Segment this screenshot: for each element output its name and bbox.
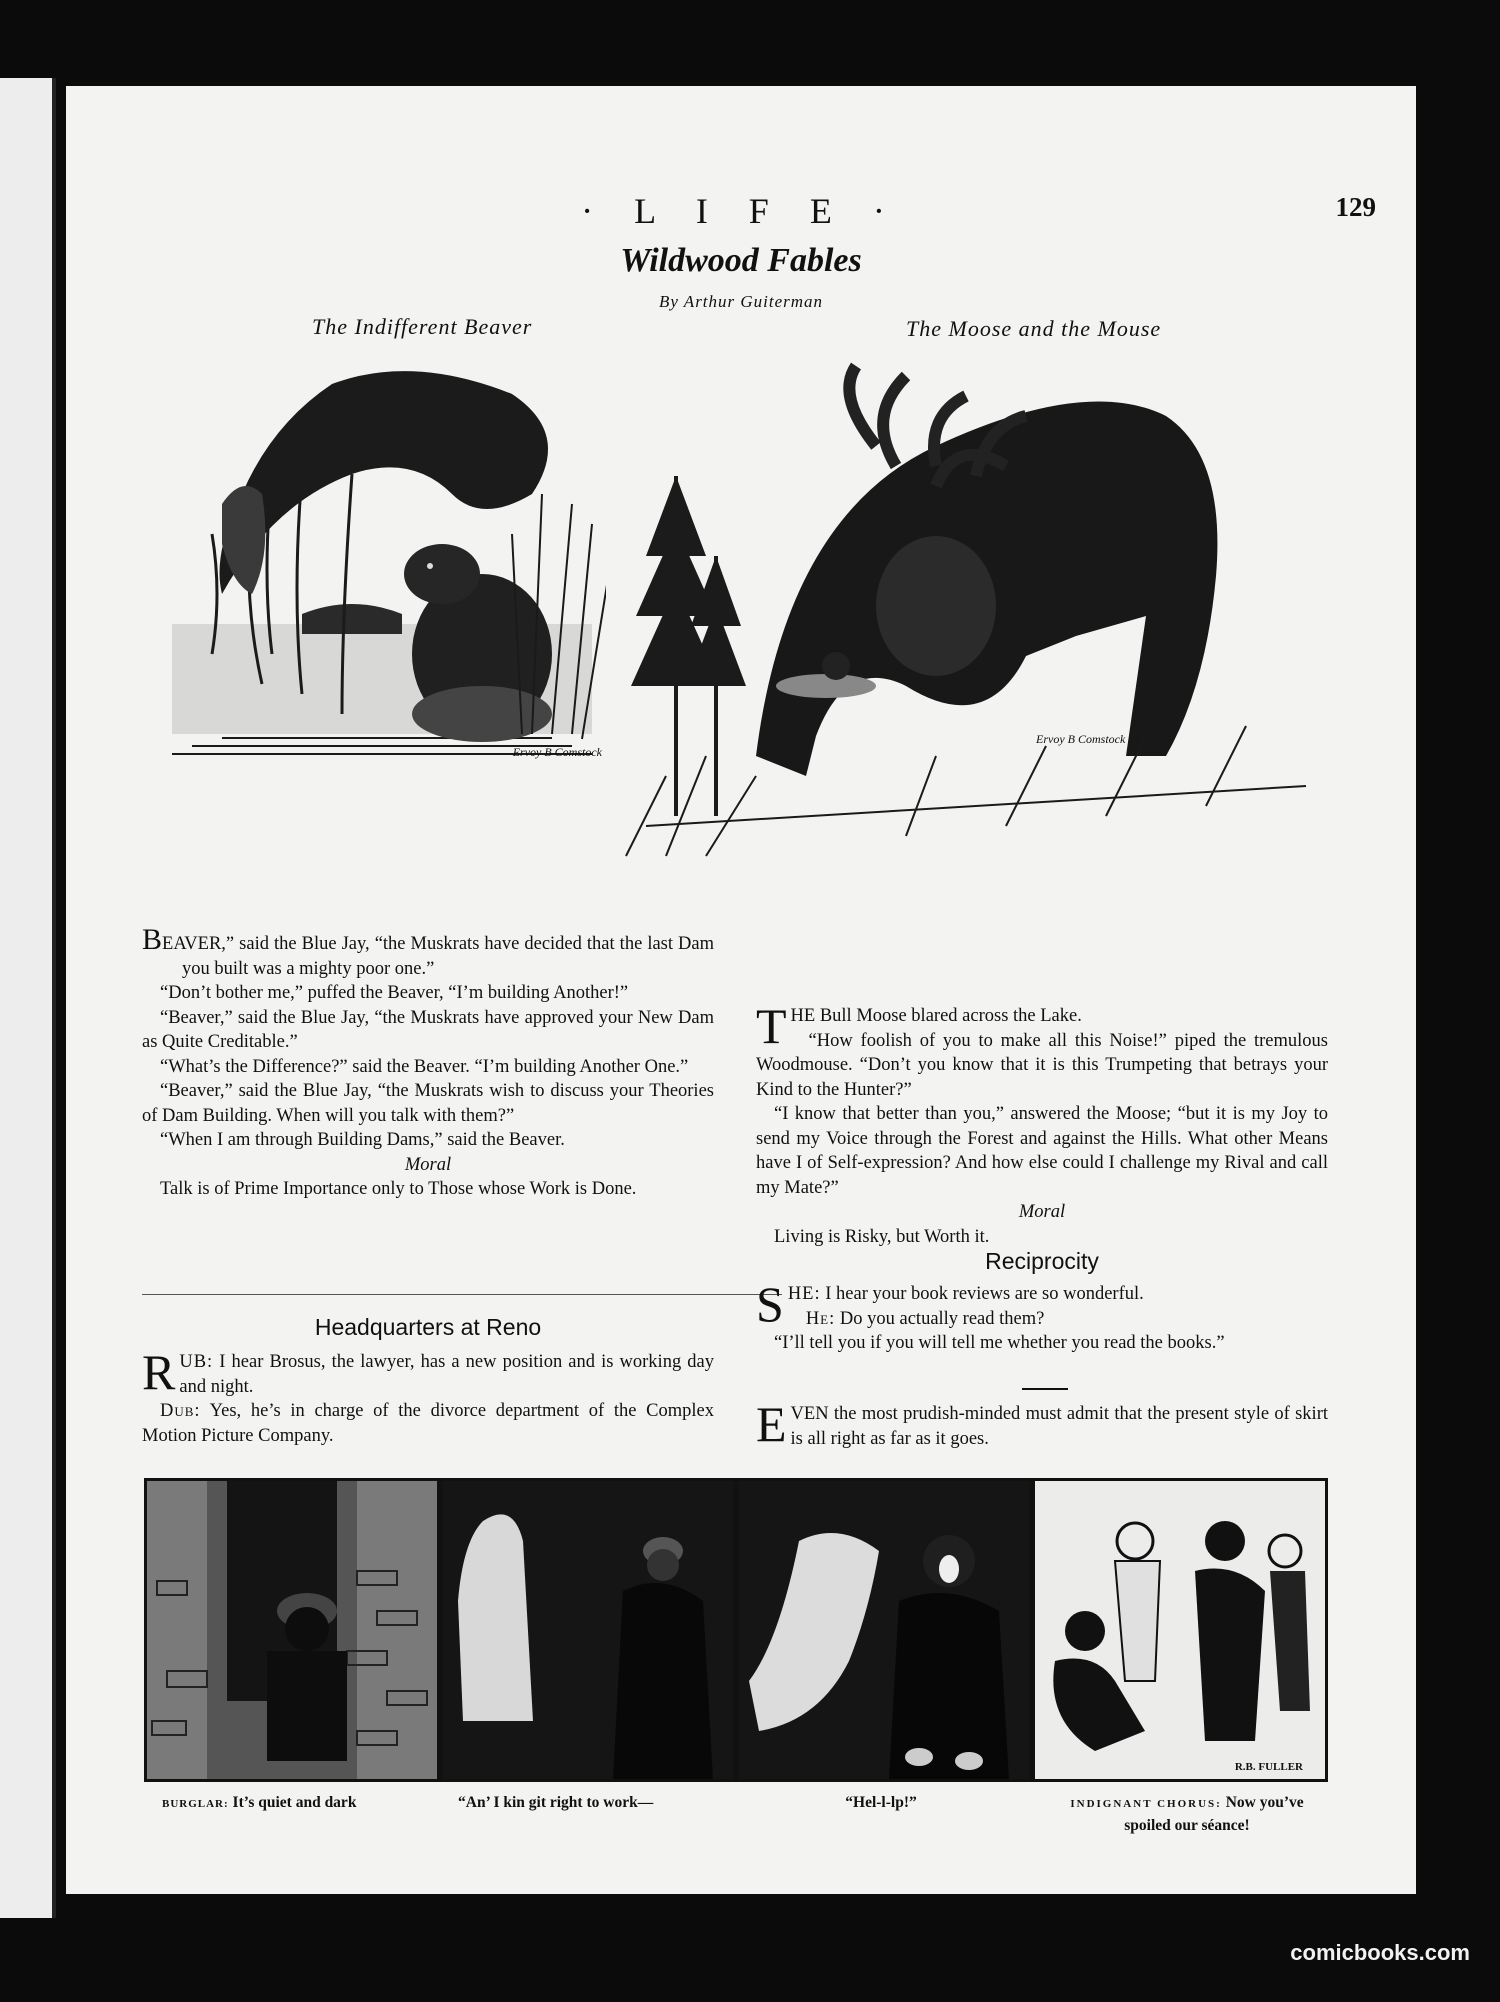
- page-number: 129: [1335, 192, 1376, 222]
- reciprocity-text: [756, 1276, 1328, 1356]
- reciprocity-line-3: “I’ll tell you if you will tell me whether you read the books.”: [774, 1333, 1225, 1353]
- comic-caption-text: “An’ I kin git right to work—: [458, 1794, 654, 1811]
- beaver-first-line: EAVER,” said the Blue Jay, “the Muskrats have decided that the last Dam you built was a mighty poor one.”: [162, 934, 714, 979]
- beaver-paragraph: “Don’t bother me,” puffed the Beaver, “I’m building Another!”: [160, 983, 629, 1003]
- moose-moral-label: Moral: [1018, 1202, 1066, 1222]
- moose-fable-text: [756, 998, 1328, 1249]
- comic-panel-4: [1032, 1478, 1328, 1782]
- moose-paragraph: “I know that better than you,” answered the Moose; “but it is my Joy to send my Voice through the Forest and against the Hills. What other Means have I of Self-expression? And how else could I challenge my Rival and call my Mate?”: [756, 1104, 1328, 1198]
- beaver-paragraph: “What’s the Difference?” said the Beaver. “I’m building Another One.”: [160, 1056, 689, 1077]
- comic-panel-3: [736, 1478, 1032, 1782]
- left-page-edge: [0, 78, 56, 1918]
- beaver-illustration: [152, 354, 622, 774]
- comic-caption-speaker: INDIGNANT CHORUS:: [1070, 1798, 1222, 1810]
- comic-caption-text: It’s quiet and dark: [232, 1794, 357, 1811]
- moose-first-line: HE Bull Moose blared across the Lake.: [790, 1006, 1082, 1026]
- beaver-illustration-signature: Ervoy B Comstock: [512, 745, 602, 759]
- section-title: Wildwood Fables: [620, 242, 862, 279]
- beaver-dropcap: B: [142, 923, 163, 956]
- comic-caption-4: [1058, 1792, 1316, 1836]
- section-divider: [1022, 1388, 1068, 1390]
- reciprocity-dropcap: S: [756, 1276, 784, 1332]
- moose-illustration-signature: Ervoy B Comstock: [1036, 732, 1126, 746]
- moose-paragraph: “How foolish of you to make all this Noise!” piped the tremulous Woodmouse. “Don’t you know that it is this Trumpeting that betrays your Kind to the Hunter?”: [756, 1030, 1328, 1100]
- masthead: · L I F E ·: [581, 191, 901, 231]
- reciprocity-line-2: Do you actually read them?: [839, 1308, 1045, 1329]
- byline: By Arthur Guiterman: [658, 292, 824, 311]
- reciprocity-line-1: I hear your book reviews are so wonderful.: [825, 1284, 1144, 1304]
- comic-caption-1: [162, 1792, 430, 1815]
- comic-panel-2: [440, 1478, 736, 1782]
- comic-caption-2: [458, 1792, 726, 1813]
- magazine-page: [66, 86, 1416, 1894]
- reno-dropcap: R: [142, 1344, 176, 1400]
- comic-caption-text: “Hel-l-lp!”: [845, 1794, 917, 1811]
- beaver-moral-label: Moral: [404, 1154, 452, 1175]
- comic-caption-text: Now you’ve spoiled our séance!: [1124, 1794, 1304, 1834]
- skirt-dropcap: E: [756, 1396, 787, 1452]
- reciprocity-speaker-1: HE:: [787, 1284, 821, 1304]
- reciprocity-speaker-2: He:: [805, 1308, 836, 1329]
- reno-text: [142, 1344, 714, 1448]
- beaver-paragraph: “Beaver,” said the Blue Jay, “the Muskrats have approved your New Dam as Quite Creditable.”: [142, 1007, 714, 1052]
- comic-caption-3: [736, 1792, 1026, 1813]
- skirt-line: VEN the most prudish-minded must admit that the present style of skirt is all right as far as it goes.: [790, 1404, 1328, 1449]
- reno-line-1: I hear Brosus, the lawyer, has a new position and is working day and night.: [179, 1352, 714, 1397]
- comic-signature: R.B. FULLER: [1234, 1761, 1303, 1773]
- fable-title-moose: The Moose and the Mouse: [906, 316, 1162, 341]
- skirt-text: [756, 1396, 1328, 1452]
- beaver-paragraph: “When I am through Building Dams,” said the Beaver.: [160, 1130, 565, 1150]
- comic-caption-speaker: BURGLAR:: [162, 1798, 229, 1810]
- reno-speaker-2: Dub:: [160, 1401, 201, 1421]
- reno-heading: Headquarters at Reno: [314, 1314, 542, 1340]
- moose-dropcap: T: [756, 998, 787, 1054]
- beaver-fable-text: [142, 923, 714, 1202]
- fable-title-beaver: The Indifferent Beaver: [312, 314, 533, 339]
- beaver-paragraph: “Beaver,” said the Blue Jay, “the Muskrats wish to discuss your Theories of Dam Building. When will you talk with them?”: [142, 1081, 714, 1126]
- reno-line-2: Yes, he’s in charge of the divorce department of the Complex Motion Picture Company.: [142, 1401, 714, 1446]
- reciprocity-heading: Reciprocity: [985, 1248, 1099, 1274]
- moose-moral: Living is Risky, but Worth it.: [774, 1226, 990, 1247]
- reno-speaker-1: UB:: [179, 1352, 214, 1372]
- watermark: comicbooks.com: [1290, 1940, 1470, 1965]
- comic-panel-1: [144, 1478, 440, 1782]
- underline-stroke: [142, 1294, 782, 1295]
- moose-illustration: [606, 356, 1386, 876]
- beaver-moral: Talk is of Prime Importance only to Those whose Work is Done.: [160, 1179, 637, 1199]
